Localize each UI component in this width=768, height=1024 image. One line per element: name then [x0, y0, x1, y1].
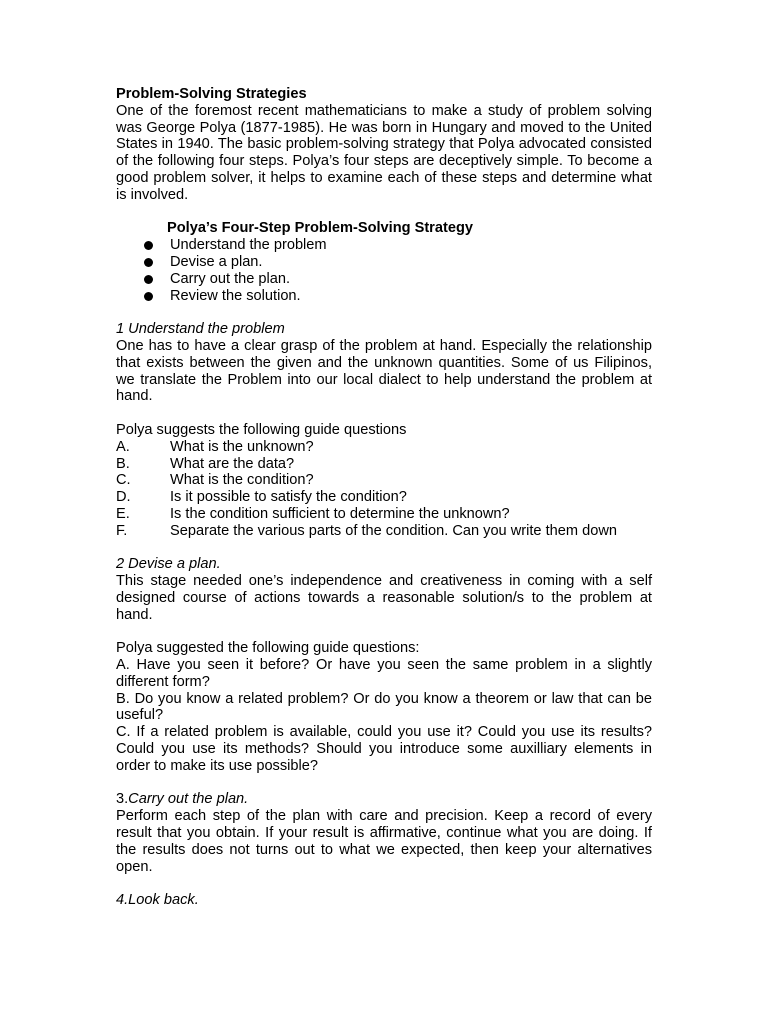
section2-question-a: A. Have you seen it before? Or have you seen the same problem in a slightly different form?	[116, 657, 652, 690]
bullet-icon	[144, 241, 153, 250]
list-item	[116, 439, 652, 456]
section2-body: This stage needed one’s independence and creativeness in coming with a self designed course of actions towards a reasonable solution/s to the problem at hand.	[116, 573, 652, 623]
list-item	[116, 456, 652, 473]
list-item	[116, 254, 652, 271]
list-item	[116, 288, 652, 305]
list-item	[116, 523, 652, 540]
list-item	[116, 237, 652, 254]
spacer	[116, 304, 652, 321]
section3-number: 3.	[116, 791, 129, 808]
question-text: Separate the various parts of the condition. Can you write them down	[170, 522, 617, 539]
step-text: Devise a plan.	[170, 253, 263, 270]
section3-body: Perform each step of the plan with care and precision. Keep a record of every result that you obtain. If your result is affirmative, continue what you are doing. If the results does not turns out to what we expected, then keep your alternatives open.	[116, 808, 652, 875]
spacer	[116, 775, 652, 792]
list-item	[116, 506, 652, 523]
section2-guide-intro: Polya suggested the following guide questions:	[116, 640, 420, 657]
bullet-icon	[144, 292, 153, 301]
list-letter: D.	[116, 489, 131, 506]
section1-heading: 1 Understand the problem	[116, 321, 285, 338]
section2-question-c: C. If a related problem is available, could you use it? Could you use its results? Could you use its methods? Should you introduce some auxilliary elements in order to make its use possible?	[116, 724, 652, 774]
list-letter: B.	[116, 455, 130, 472]
section1-body: One has to have a clear grasp of the problem at hand. Especially the relationship that exists between the given and the unknown quantities. Some of us Filipinos, we translate the Problem into our local dialect to help understand the problem at hand.	[116, 337, 652, 405]
document-content	[116, 86, 652, 909]
step-text: Understand the problem	[170, 237, 327, 254]
spacer	[116, 624, 652, 641]
list-item	[116, 472, 652, 489]
question-text: What is the unknown?	[170, 438, 314, 455]
list-letter: E.	[116, 505, 130, 522]
section3-heading: Carry out the plan.	[128, 791, 249, 808]
list-item	[116, 271, 652, 288]
section1-guide-intro: Polya suggests the following guide questions	[116, 421, 407, 438]
section2-heading: 2 Devise a plan.	[116, 556, 221, 573]
bullet-icon	[144, 275, 153, 284]
spacer	[116, 540, 652, 557]
steps-list	[116, 237, 652, 304]
section1-questions	[116, 439, 652, 540]
section2-question-b: B. Do you know a related problem? Or do you know a theorem or law that can be useful?	[116, 690, 652, 724]
strategy-title: Polya’s Four-Step Problem-Solving Strategy	[167, 220, 473, 237]
intro-paragraph: One of the foremost recent mathematicians to make a study of problem solving was George Polya (1877-1985). He was born in Hungary and moved to the United States in 1940. The basic problem-solving strategy that Polya advocated consisted of the following four steps. Polya’s four steps are deceptively simple. To become a good problem solver, it helps to examine each of these steps and determine what is involved.	[116, 102, 652, 203]
list-letter: C.	[116, 472, 131, 489]
document-title: Problem-Solving Strategies	[116, 86, 307, 102]
list-letter: A.	[116, 438, 130, 455]
step-text: Review the solution.	[170, 287, 301, 304]
question-text: What are the data?	[170, 455, 295, 472]
question-text: Is it possible to satisfy the condition?	[170, 489, 407, 506]
list-item	[116, 489, 652, 506]
question-text: What is the condition?	[170, 472, 314, 489]
spacer	[116, 875, 652, 892]
list-letter: F.	[116, 522, 128, 539]
step-text: Carry out the plan.	[170, 270, 291, 287]
bullet-icon	[144, 258, 153, 267]
spacer	[116, 405, 652, 422]
question-text: Is the condition sufficient to determine the unknown?	[170, 505, 510, 522]
section4-heading: 4.Look back.	[116, 892, 199, 909]
section3-heading-line	[116, 791, 652, 808]
